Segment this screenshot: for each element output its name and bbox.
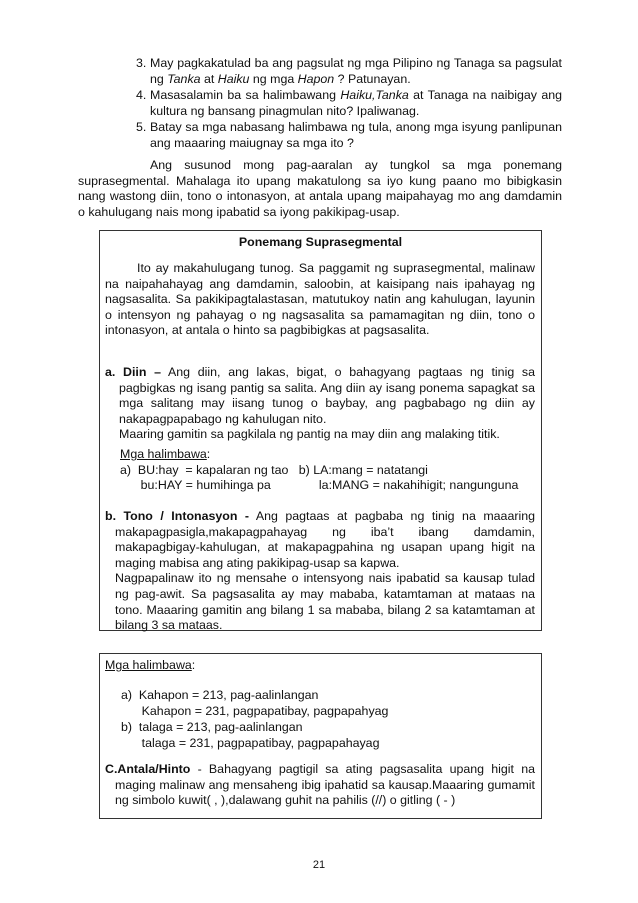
intro-paragraph: Ang susunod mong pag-aaralan ay tungkol sa mga ponemang suprasegmental. Mahalaga ito upang makatulong sa iyo kung paano mo bibigkasin nang wastong diin, tono o intonasyon, at antala upang maipahayag mo ang damdamin o kahulugang nais mong ipabatid sa iyong pakikipag-usap. — [78, 158, 562, 219]
example-line: b) talaga = 213, pag-aalinlangan — [121, 720, 303, 734]
tono-section — [105, 509, 535, 634]
question-text: May pagkakatulad ba ang pagsulat ng mga Pilipino ng Tanaga sa pagsulat ng Tanka at Haiku ng mga Hapon ? Patunayan. — [150, 56, 562, 86]
question-text: Masasalamin ba sa halimbawang Haiku,Tanka at Tanaga na naibigay ang kultura ng bansang pinagmulan nito? Ipaliwanag. — [150, 88, 562, 118]
question-3 — [136, 56, 562, 87]
question-number: 5. — [136, 120, 147, 134]
page-number: 21 — [312, 859, 326, 871]
example-line: a) BU:hay = kapalaran ng tao b) LA:mang = natatangi — [120, 462, 428, 477]
question-5 — [136, 120, 562, 151]
antala-text: - Bahagyang pagtigil sa ating pagsasalita upang higit na maging malinaw ang mensaheng ibig ipahatid sa kausap.Maaaring gumamit ng simbolo kuwit( , ),dalawang guhit na pahilis (//) o gitling ( - ) — [115, 762, 535, 808]
tono-label: b. Tono / Intonasyon - — [105, 509, 250, 523]
question-4 — [136, 88, 562, 119]
examples-heading: Mga halimbawa: — [105, 658, 196, 672]
diin-text: Ang diin, ang lakas, bigat, o bahagyang pagtaas ng tinig sa pagbigkas ng isang pantig sa salita. Ang diin ay isang ponema sapagkat sa mga salitang may iisang tunog o baybay, ang pagbabago ng diin ay nakapagpapabago ng kahulugan nito. — [119, 365, 535, 426]
example-line: a) Kahapon = 213, pag-aalinlangan — [121, 688, 319, 702]
diin-examples: Mga halimbawa: a) BU:hay = kapalaran ng tao b) LA:mang = natatangi bu:HAY = humihinga pa la:MANG = nakahihigit; nangunguna — [120, 447, 536, 494]
diin-label: a. Diin – — [105, 365, 162, 379]
diin-section — [105, 365, 535, 443]
antala-label: C.Antala/Hinto — [105, 762, 191, 776]
examples-box — [99, 653, 542, 819]
box-title: Ponemang Suprasegmental — [238, 235, 403, 249]
question-number: 3. — [136, 56, 147, 70]
question-number: 4. — [136, 88, 147, 102]
antala-section — [105, 762, 535, 809]
example-line: talaga = 231, pagpapatibay, pagpapahayag — [121, 736, 380, 750]
question-text: Batay sa mga nabasang halimbawa ng tula, anong mga isyung panlipunan ang maaaring maiugnay sa mga ito ? — [150, 120, 562, 150]
definition-paragraph: Ito ay makahulugang tunog. Sa paggamit ng suprasegmental, malinaw na naipahahayag ang damdamin, saloobin, at kaisipang nais ipahayag ng nagsasalita. Sa pakikipagtalastasan, matutukoy natin ang kahulugan, layunin o intensyon ng pahayag o ng nagsasalita sa pamamagitan ng diin, tono o intonasyon, at antala o hinto sa pagbibigkas at pagsasalita. — [105, 261, 535, 338]
tono-note: Nagpapalinaw ito ng mensahe o intensyong nais ipabatid sa kausap tulad ng pag-awit. Sa pagsasalita ay may mababa, katamtaman at mataas na tono. Maaaring gamitin ang bilang 1 sa mababa, bilang 2 sa katamtaman at bilang 3 sa mataas. — [115, 571, 535, 633]
tono-text: Ang pagtaas at pagbaba ng tinig na maaaring makapagpasigla,makapagpahayag ng iba’t ibang damdamin, makapagbigay-kahulugan, at makapagpahina ng usapan upang higit na maging mabisa ang ating pakikipag-usap sa kapwa. — [115, 509, 535, 570]
example-line: bu:HAY = humihinga pa la:MANG = nakahihigit; nangunguna — [120, 478, 519, 493]
suprasegmental-box — [99, 230, 542, 631]
example-line: Kahapon = 231, pagpapatibay, pagpapahyag — [121, 704, 389, 718]
examples-label: Mga halimbawa — [120, 447, 207, 461]
diin-note: Maaring gamitin sa pagkilala ng pantig na may diin ang malaking titik. — [119, 427, 500, 442]
